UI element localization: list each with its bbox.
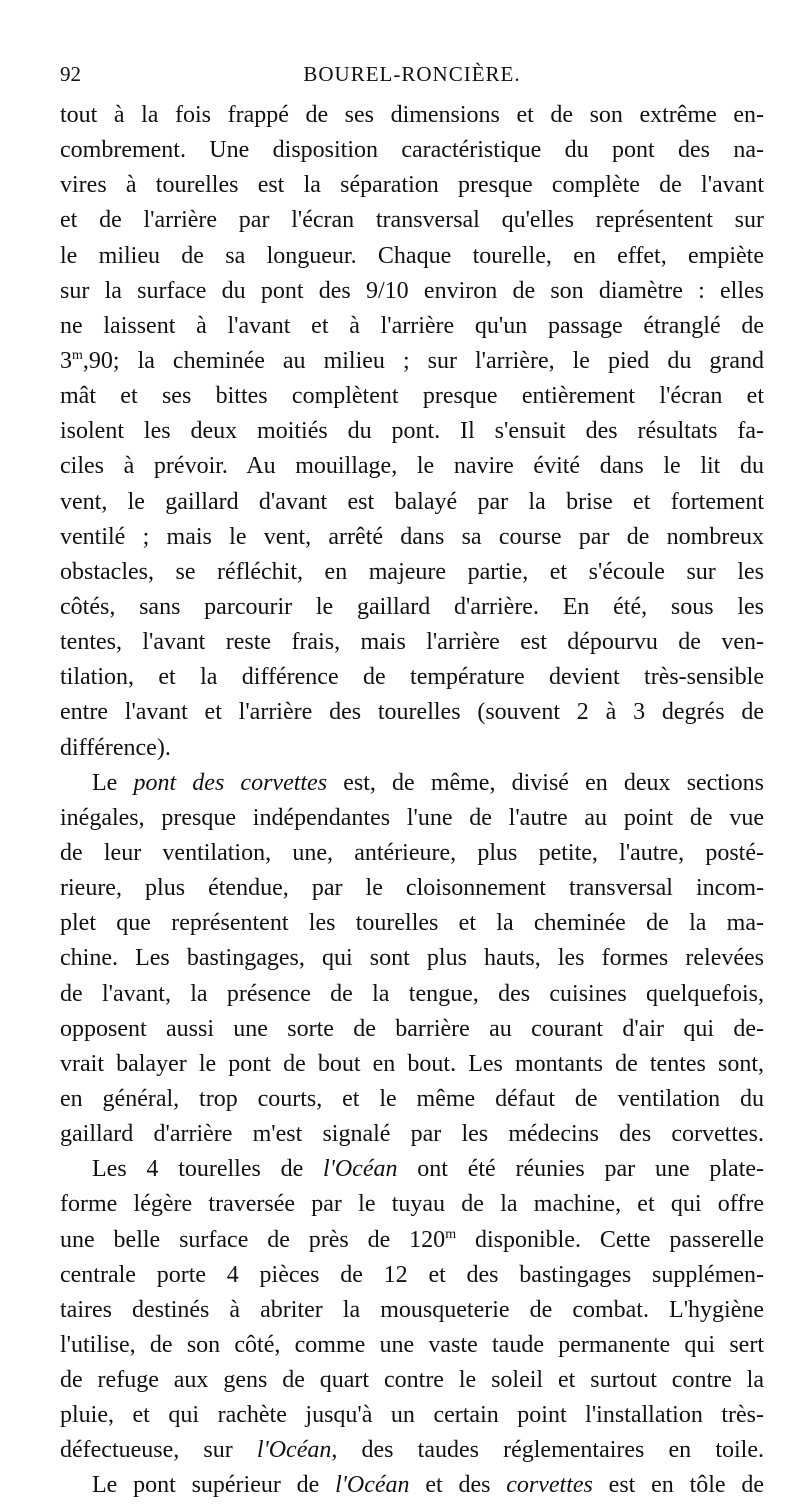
text-line: l'utilise, de son côté, comme une vaste taude permanente qui sert bbox=[60, 1331, 764, 1358]
text-line: combrement. Une disposition caractéristique du pont des na- bbox=[60, 137, 764, 164]
text-line: taires destinés à abriter la mousqueterie de combat. L'hygiène bbox=[60, 1296, 764, 1323]
text-line: côtés, sans parcourir le gaillard d'arrière. En été, sous les bbox=[60, 593, 764, 620]
text-line bbox=[60, 1152, 764, 1187]
body-text bbox=[60, 98, 764, 1504]
text-line: sur la surface du pont des 9/10 environ de son diamètre : elles bbox=[60, 277, 764, 304]
text-line: inégales, presque indépendantes l'une de l'autre au point de vue bbox=[60, 804, 764, 831]
text-line: gaillard d'arrière m'est signalé par les médecins des corvettes. bbox=[60, 1121, 764, 1148]
paragraph-1 bbox=[60, 98, 764, 766]
text-line: tilation, et la différence de température devient très-sensible bbox=[60, 664, 764, 691]
text-line: 3$^m$,90; la cheminée au milieu ; sur l'arrière, le pied du grand bbox=[60, 347, 764, 374]
paragraph-3 bbox=[60, 1152, 764, 1468]
text-line: tout à la fois frappé de ses dimensions et de son extrême en- bbox=[60, 102, 764, 128]
text-line: obstacles, se réfléchit, en majeure partie, et s'écoule sur les bbox=[60, 558, 764, 585]
text-line: de leur ventilation, une, antérieure, plus petite, l'autre, posté- bbox=[60, 839, 764, 866]
text-line: chine. Les bastingages, qui sont plus hauts, les formes relevées bbox=[60, 945, 764, 972]
running-title: BOUREL-RONCIÈRE. bbox=[303, 62, 521, 86]
text-line: en général, trop courts, et le même défaut de ventilation du bbox=[60, 1085, 764, 1112]
text-line-content: Le pont des corvettes est, de même, divisé en deux sections bbox=[92, 769, 765, 796]
text-line: entre l'avant et l'arrière des tourelles (souvent 2 à 3 degrés de bbox=[60, 699, 764, 726]
text-line: ventilé ; mais le vent, arrêté dans sa course par de nombreux bbox=[60, 523, 764, 550]
text-line: différence). bbox=[60, 734, 171, 761]
text-line: ciles à prévoir. Au mouillage, le navire évité dans le lit du bbox=[60, 453, 764, 480]
text-line: opposent aussi une sorte de barrière au courant d'air qui de- bbox=[60, 1015, 764, 1042]
text-line-content: Les 4 tourelles de l'Océan ont été réunies par une plate- bbox=[92, 1156, 764, 1183]
paragraph-2 bbox=[60, 766, 764, 1153]
text-line: forme légère traversée par le tuyau de la machine, et qui offre bbox=[60, 1191, 764, 1218]
paragraph-4 bbox=[60, 1468, 764, 1503]
text-line: tentes, l'avant reste frais, mais l'arrière est dépourvu de ven- bbox=[60, 629, 764, 656]
text-line: isolent les deux moitiés du pont. Il s'ensuit des résultats fa- bbox=[60, 418, 764, 445]
text-line: mât et ses bittes complètent presque entièrement l'écran et bbox=[60, 383, 764, 410]
running-head bbox=[60, 62, 764, 92]
text-line: vent, le gaillard d'avant est balayé par la brise et fortement bbox=[60, 488, 764, 515]
text-line: de refuge aux gens de quart contre le soleil et surtout contre la bbox=[60, 1367, 764, 1394]
text-line: une belle surface de près de 120$^m$ disponible. Cette passerelle bbox=[60, 1226, 764, 1253]
page-number: 92 bbox=[60, 62, 81, 86]
text-line: pluie, et qui rachète jusqu'à un certain point l'installation très- bbox=[60, 1402, 764, 1429]
text-line: rieure, plus étendue, par le cloisonnement transversal incom- bbox=[60, 875, 764, 902]
text-line-content: Le pont supérieur de l'Océan et des corvettes est en tôle de bbox=[92, 1472, 765, 1499]
text-line: ne laissent à l'avant et à l'arrière qu'un passage étranglé de bbox=[60, 312, 764, 339]
text-line: vrait balayer le pont de bout en bout. Les montants de tentes sont, bbox=[60, 1050, 764, 1077]
text-line: le milieu de sa longueur. Chaque tourelle, en effet, empiète bbox=[60, 242, 764, 269]
text-line: défectueuse, sur l'Océan, des taudes réglementaires en toile. bbox=[60, 1437, 764, 1464]
text-line bbox=[60, 1468, 764, 1503]
text-line: et de l'arrière par l'écran transversal qu'elles représentent sur bbox=[60, 207, 764, 234]
text-line: plet que représentent les tourelles et la cheminée de la ma- bbox=[60, 910, 764, 937]
text-line: vires à tourelles est la séparation presque complète de l'avant bbox=[60, 172, 764, 199]
text-line: centrale porte 4 pièces de 12 et des bastingages supplémen- bbox=[60, 1261, 764, 1288]
text-line: de l'avant, la présence de la tengue, des cuisines quelquefois, bbox=[60, 980, 764, 1007]
text-line bbox=[60, 766, 764, 801]
